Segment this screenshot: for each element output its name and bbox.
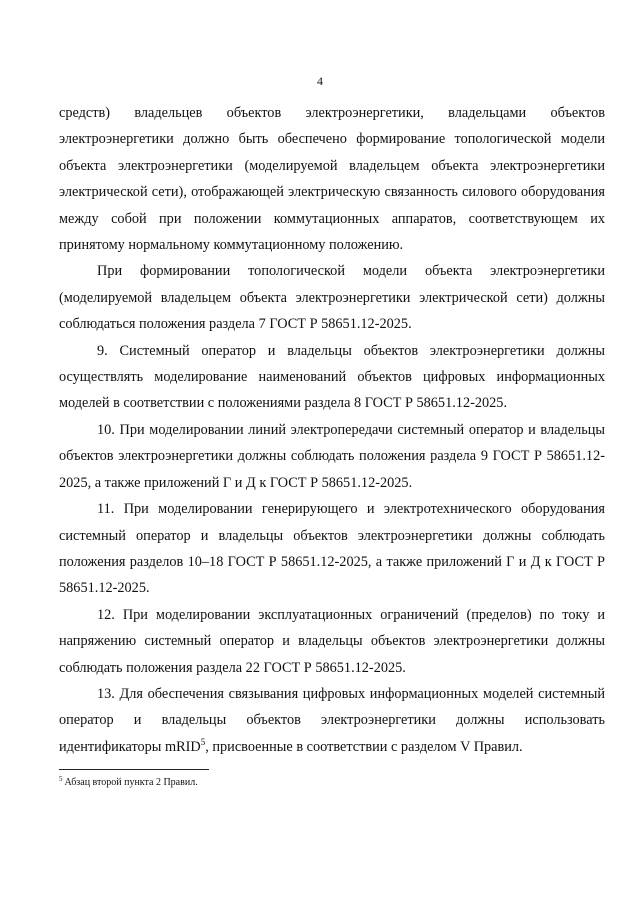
- footnote-mark: 5: [59, 774, 63, 783]
- paragraph-item-13: [59, 681, 605, 760]
- footnote-separator: [59, 769, 209, 770]
- footnote: [59, 776, 605, 790]
- paragraph-item-11: 11. При моделировании генерирующего и электротехнического оборудования системный оператор и владельцы объектов электроэнергетики должны соблюдать положения разделов 10–18 ГОСТ Р 58651.12-2025, а также приложений Г и Д к ГОСТ Р 58651.12-2025.: [59, 501, 605, 597]
- paragraph-item-12: 12. При моделировании эксплуатационных ограничений (пределов) по току и напряжению системный оператор и владельцы объектов электроэнергетики должны соблюдать положения раздела 22 ГОСТ Р 58651.12-2025.: [59, 606, 605, 676]
- paragraph-item-13-text-after: , присвоенные в соответствии с разделом V Правил.: [205, 738, 523, 755]
- paragraph-item-13-text-before: 13. Для обеспечения связывания цифровых информационных моделей системный оператор и владельцы объектов электроэнергетики должны использовать идентификаторы mRID: [59, 685, 605, 755]
- paragraph-topology-model: При формировании топологической модели объекта электроэнергетики (моделируемой владельцем объекта электроэнергетики электрической сети) должны соблюдаться положения раздела 7 ГОСТ Р 58651.12-2025.: [59, 263, 605, 333]
- paragraph-item-10: 10. При моделировании линий электропередачи системный оператор и владельцы объектов электроэнергетики должны соблюдать положения раздела 9 ГОСТ Р 58651.12-2025, а также приложений Г и Д к ГОСТ Р 58651.12-2025.: [59, 421, 605, 491]
- footnote-text: Абзац второй пункта 2 Правил.: [64, 777, 198, 788]
- body-text: [59, 100, 605, 760]
- paragraph-continuation: средств) владельцев объектов электроэнергетики, владельцами объектов электроэнергетики должно быть обеспечено формирование топологической модели объекта электроэнергетики (моделируемой владельцем объекта электроэнергетики электрической сети), отображающей электрическую связанность силового оборудования между собой при положении коммутационных аппаратов, соответствующем их принятому нормальному коммутационному положению.: [59, 105, 605, 254]
- page-number: 4: [317, 74, 323, 88]
- paragraph-item-9: 9. Системный оператор и владельцы объектов электроэнергетики должны осуществлять моделирование наименований объектов цифровых информационных моделей в соответствии с положениями раздела 8 ГОСТ Р 58651.12-2025.: [59, 342, 605, 412]
- footnote-reference[interactable]: 5: [200, 736, 206, 747]
